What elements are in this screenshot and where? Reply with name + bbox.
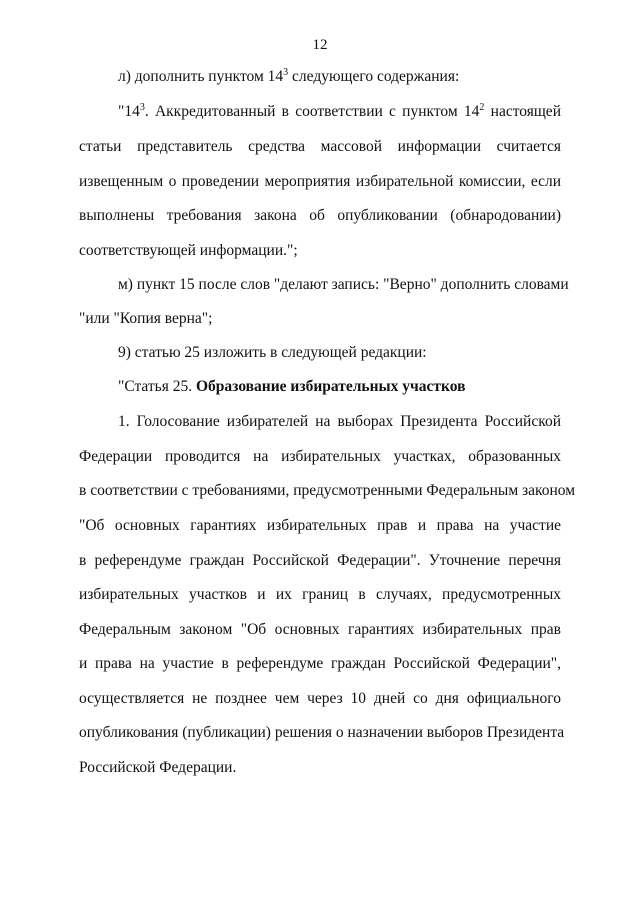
paragraph-14-3-line-3: извещенным о проведении мероприятия избирательной комиссии, если: [79, 173, 561, 190]
subclause-m-line-1: м) пункт 15 после слов "делают запись: "Верно" дополнить словами: [118, 276, 569, 293]
article-25-p1-line-9: осуществляется не позднее чем через 10 дней со дня официального: [79, 690, 561, 707]
article-25-p1-line-3: в соответствии с требованиями, предусмотренными Федеральным законом: [79, 482, 576, 499]
text-fragment: л) дополнить пунктом 14: [118, 68, 284, 85]
paragraph-14-3-line-5: соответствующей информации.";: [79, 242, 298, 259]
subclause-m-line-2: "или "Копия верна";: [79, 310, 213, 327]
article-25-p1-line-6: избирательных участков и их границ в случаях, предусмотренных: [79, 586, 561, 603]
text-fragment: . Аккредитованный в соответствии с пунктом 14: [144, 103, 480, 120]
article-25-p1-line-1: 1. Голосование избирателей на выборах Президента Российской: [118, 413, 561, 430]
superscript: 2: [479, 102, 485, 113]
article-25-p1-line-4: "Об основных гарантиях избирательных прав и права на участие: [79, 517, 561, 534]
subclause-l-line: [118, 66, 561, 88]
superscript: 3: [139, 102, 145, 113]
paragraph-14-3-line-2: статьи представитель средства массовой информации считается: [79, 138, 561, 155]
article-25-p1-line-10: опубликования (публикации) решения о назначении выборов Президента: [79, 724, 565, 741]
text-fragment: следующего содержания:: [288, 68, 460, 85]
item-9-line: 9) статью 25 изложить в следующей редакции:: [118, 344, 427, 361]
article-25-p1-line-8: и права на участие в референдуме граждан Российской Федерации",: [79, 655, 561, 672]
paragraph-14-3-line-4: выполнены требования закона об опубликовании (обнародовании): [79, 207, 561, 224]
text-fragment: "14: [118, 103, 140, 120]
article-25-heading: [118, 376, 561, 398]
article-25-p1-line-11: Российской Федерации.: [79, 759, 237, 776]
article-title: Образование избирательных участков: [196, 378, 466, 395]
page-number: 12: [312, 37, 328, 53]
article-25-p1-line-5: в референдуме граждан Российской Федерации". Уточнение перечня: [79, 552, 561, 569]
superscript: 3: [283, 67, 289, 78]
article-25-p1-line-2: Федерации проводится на избирательных участках, образованных: [79, 448, 561, 465]
article-25-p1-line-7: Федеральным законом "Об основных гарантиях избирательных прав: [79, 621, 561, 638]
paragraph-14-3-line-1: [118, 101, 561, 123]
article-prefix: "Статья 25.: [118, 378, 196, 395]
text-fragment: настоящей: [484, 103, 561, 120]
